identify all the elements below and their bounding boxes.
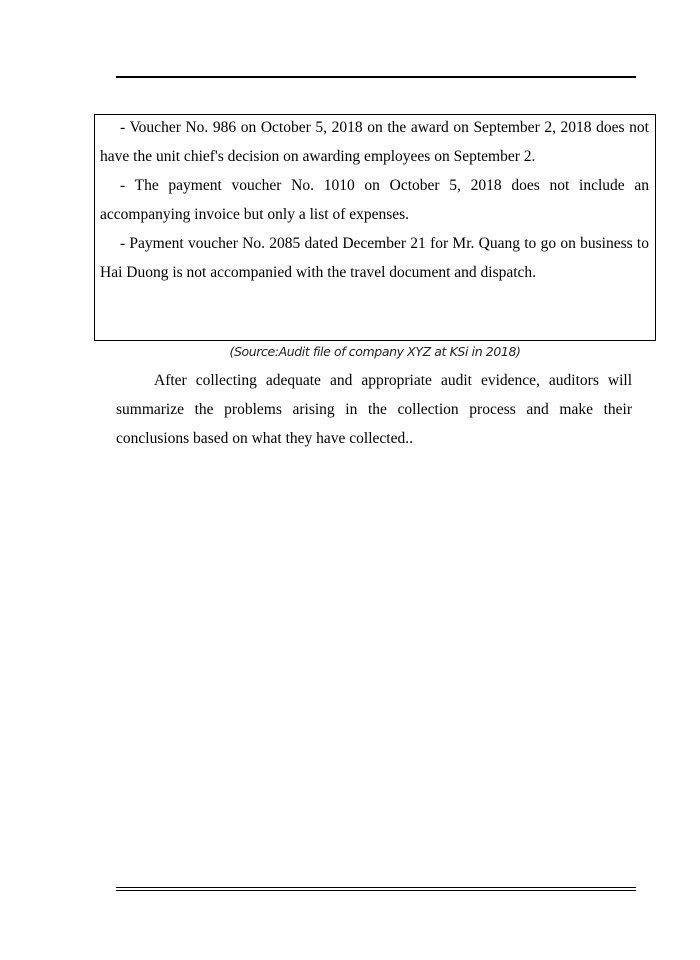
findings-box bbox=[94, 114, 656, 341]
finding-item: - The payment voucher No. 1010 on October 5, 2018 does not include an accompanying invoice but only a list of expenses. bbox=[100, 177, 649, 223]
body-paragraph: After collecting adequate and appropriate audit evidence, auditors will summarize the problems arising in the collection process and make their conclusions based on what they have collected.. bbox=[116, 372, 632, 447]
footer-rule bbox=[116, 887, 636, 891]
header-rule bbox=[116, 76, 636, 78]
finding-item: - Voucher No. 986 on October 5, 2018 on the award on September 2, 2018 does not have the unit chief's decision on awarding employees on September 2. bbox=[100, 119, 649, 165]
finding-item: - Payment voucher No. 2085 dated December 21 for Mr. Quang to go on business to Hai Duong is not accompanied with the travel document and dispatch. bbox=[100, 235, 649, 281]
source-caption: (Source:Audit file of company XYZ at KSi in 2018) bbox=[229, 344, 521, 359]
